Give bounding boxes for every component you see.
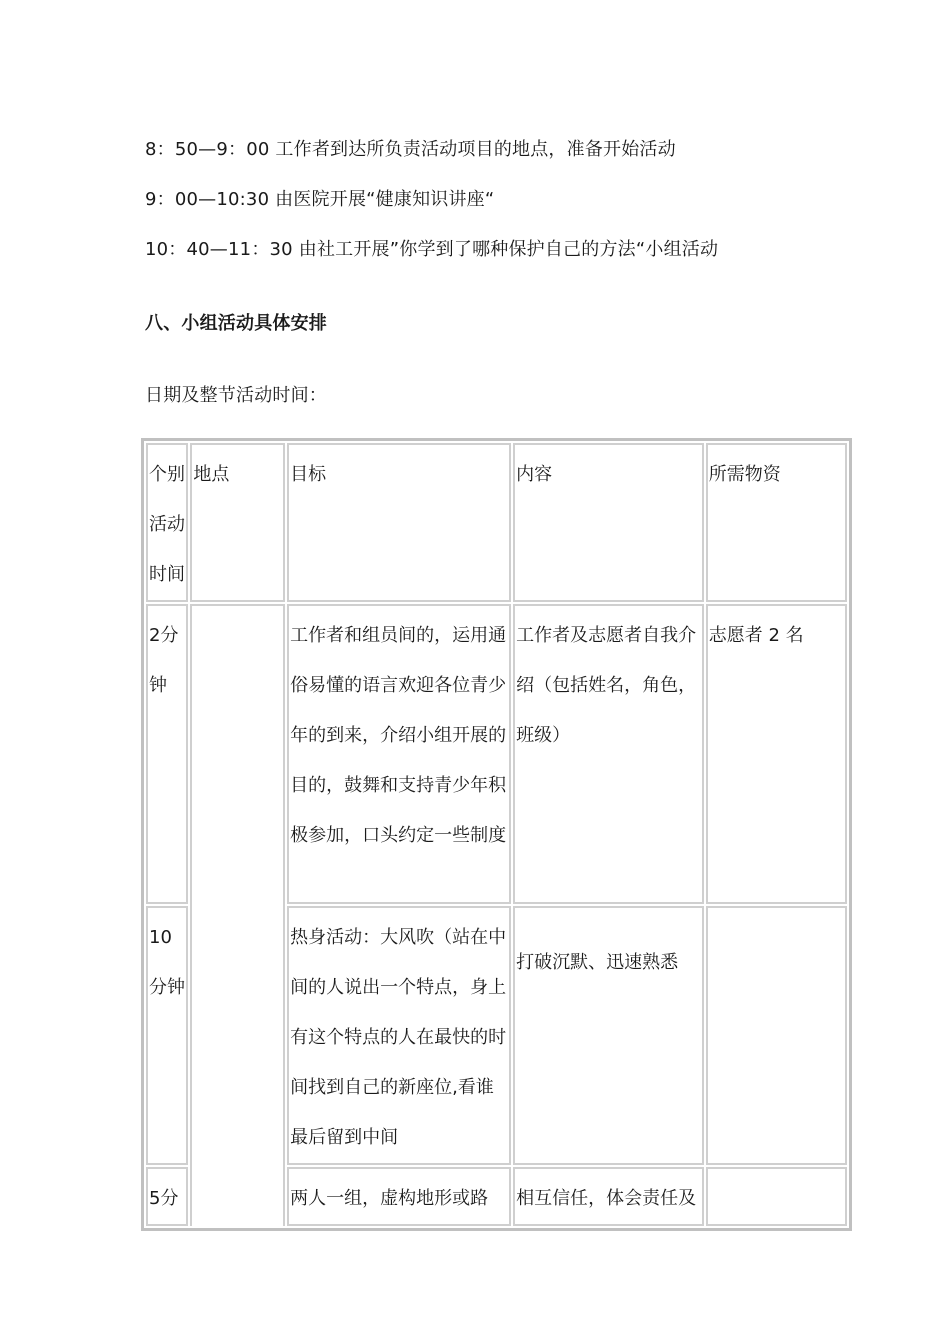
row-resources: 志愿者 2 名 [706,604,847,904]
section-heading: 八、小组活动具体安排 [145,313,327,334]
table-header-row [146,443,847,602]
schedule-line-2: 9：00—10:30 由医院开展“健康知识讲座“ [145,189,495,210]
schedule-line-1: 8：50—9：00 工作者到达所负责活动项目的地点，准备开始活动 [145,139,676,160]
activity-table [141,438,852,1231]
row-time: 5分 [146,1167,188,1226]
row-content: 工作者及志愿者自我介绍（包括姓名，角色，班级） [513,604,704,904]
row-content: 相互信任，体会责任及 [513,1167,704,1226]
row-goal: 热身活动：大风吹（站在中间的人说出一个特点，身上有这个特点的人在最快的时间找到自己的新座位,看谁最后留到中间 [287,906,511,1165]
header-place: 地点 [190,443,285,602]
header-time: 个别活动时间 [146,443,188,602]
row-resources [706,906,847,1165]
place-cell [190,604,285,1226]
table-row [146,604,847,904]
row-goal: 两人一组，虚构地形或路 [287,1167,511,1226]
header-goal: 目标 [287,443,511,602]
row-time: 10 分钟 [146,906,188,1165]
row-content: 打破沉默、迅速熟悉 [513,906,704,1165]
header-resources: 所需物资 [706,443,847,602]
row-goal: 工作者和组员间的，运用通俗易懂的语言欢迎各位青少年的到来，介绍小组开展的目的，鼓舞和支持青少年积极参加，口头约定一些制度 [287,604,511,904]
schedule-line-3: 10：40—11：30 由社工开展”你学到了哪种保护自己的方法“小组活动 [145,239,719,260]
row-resources [706,1167,847,1226]
row-time: 2分钟 [146,604,188,904]
header-content: 内容 [513,443,704,602]
date-label: 日期及整节活动时间： [145,385,327,406]
